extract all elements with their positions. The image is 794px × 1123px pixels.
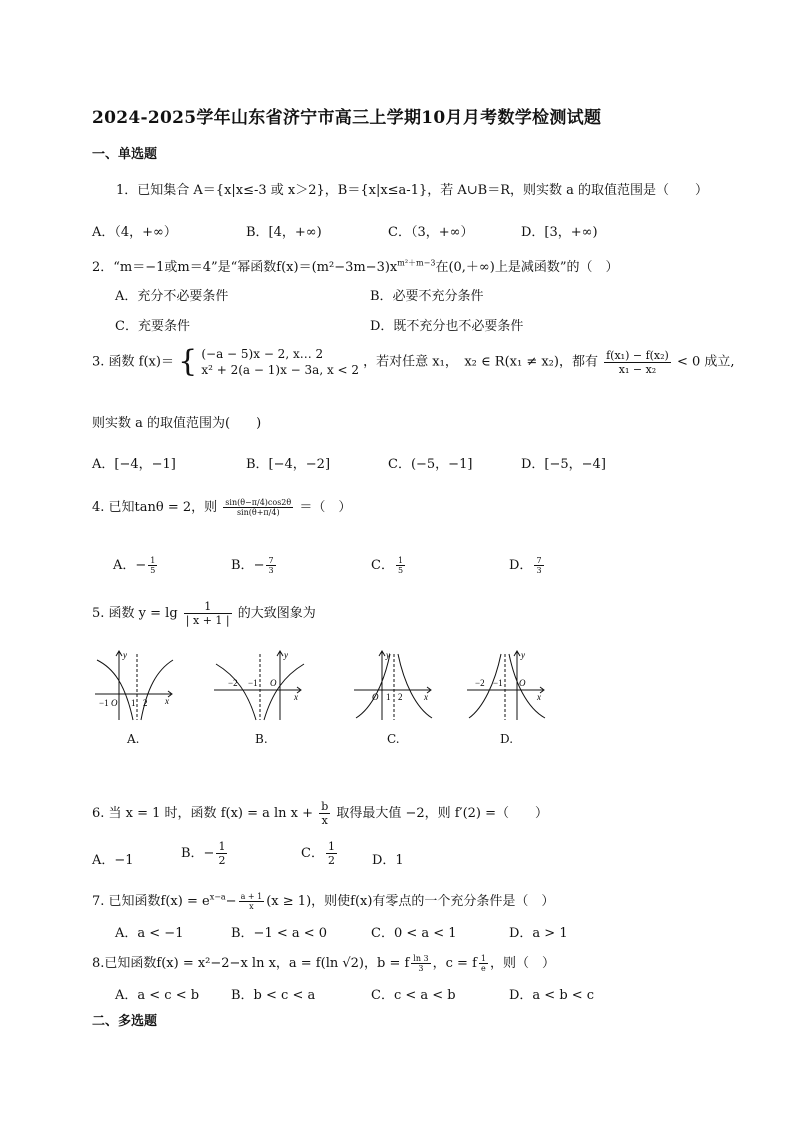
question-6-text (92, 800, 548, 827)
graph-b-axis-y-label: y (284, 650, 288, 660)
q1-option-d: D．[3，+∞) (521, 225, 598, 240)
q4-option-a-frac (148, 556, 157, 575)
q8-b-den: 3 (418, 964, 424, 973)
graph-c (352, 648, 437, 723)
q6-option-b-num: 1 (218, 840, 226, 853)
q3-mid: ，若对任意 x₁， x₂ ∈ R(x₁ ≠ x₂)，都有 (363, 354, 598, 370)
graph-a-tick-3: 2 (143, 698, 148, 708)
q8-b-num: ln 3 (413, 954, 429, 963)
q6-option-b-den: 2 (218, 854, 226, 867)
graph-c-tick-1: 1 (386, 692, 391, 702)
q4-option-b-label: B． (231, 558, 254, 573)
graph-a (93, 648, 183, 723)
q6-frac-num: b (321, 800, 329, 813)
graph-d-axis-y-label: y (521, 650, 525, 660)
graph-a-tick-2: 1 (131, 698, 136, 708)
graph-d-tick-0: −2 (475, 678, 485, 688)
q6-tail: 取得最大值 −2，则 f′(2) =（ ） (336, 806, 549, 821)
q4-option-a (113, 554, 159, 575)
q8-option-b: B．b < c < a (231, 988, 316, 1003)
q6-fraction (319, 800, 330, 827)
q6-lead: 6. 当 x = 1 时，函数 f(x) = a ln x + (92, 806, 314, 821)
q8-c-den: e (481, 964, 486, 973)
q6-option-c-den: 2 (327, 854, 335, 867)
q8-c-fraction (479, 954, 488, 973)
q4-option-c-label: C． (371, 558, 394, 573)
q7-option-c: C．0 < a < 1 (371, 926, 457, 941)
question-5-text (92, 600, 316, 627)
q4-option-a-label: A． (113, 558, 136, 573)
q7-frac-num: a + 1 (240, 892, 263, 901)
graph-b-tick-0: −2 (228, 678, 238, 688)
section-heading-single: 一、单选题 (92, 147, 158, 162)
q3-option-b: B．[−4，−2] (246, 457, 331, 472)
q2-option-d: D．既不充分也不必要条件 (370, 319, 524, 334)
question-8-text (92, 952, 555, 973)
graph-c-tick-2: 2 (398, 692, 403, 702)
q7-frac-den: x (249, 902, 254, 911)
q2-option-c: C．充要条件 (115, 319, 190, 334)
q4-option-b-frac (266, 556, 275, 575)
graph-d-tick-2: O (519, 678, 526, 688)
q3-option-c: C．(−5，−1] (388, 457, 473, 472)
q5-tail: 的大致图象为 (237, 606, 316, 621)
q4-option-c (371, 554, 407, 575)
q8-lead: 8.已知函数f(x) = x²−2−x ln x，a = f(ln √2)，b = f (92, 956, 410, 971)
q7-option-b: B．−1 < a < 0 (231, 926, 328, 941)
q4-frac-den: sin(θ+π/4) (236, 508, 280, 517)
graph-a-axis-y-label: y (123, 650, 127, 660)
graph-c-curve-right (398, 654, 432, 718)
q6-option-b-frac (216, 840, 227, 867)
graph-d (465, 648, 550, 723)
q1-option-a: A．（4，+∞） (92, 225, 177, 240)
q4-option-d-num: 7 (536, 556, 542, 565)
q4-option-d-label: D． (509, 558, 533, 573)
q3-piece-1: (−a − 5)x − 2, x… 2 (201, 347, 324, 361)
question-3-line2: 则实数 a 的取值范围为( ) (92, 416, 262, 431)
graph-b-tick-1: −1 (248, 678, 258, 688)
q7-option-d: D．a > 1 (509, 926, 568, 941)
q4-option-b (231, 554, 278, 575)
q3-lead: 3. 函数 f(x)＝ (92, 354, 174, 370)
brace-icon: { (178, 344, 198, 379)
q6-option-c-frac (326, 840, 337, 867)
q7-exponent: x−a (209, 892, 226, 902)
q4-option-a-sign: − (135, 558, 147, 573)
graph-d-label: D. (500, 732, 514, 746)
q4-option-d-den: 3 (536, 566, 542, 575)
q4-option-d-frac (534, 556, 543, 575)
q3-fraction (604, 349, 671, 376)
graph-a-label: A. (127, 732, 140, 746)
graph-b-axis-x-label: x (294, 692, 298, 702)
q2-exponent: m²＋m−3 (397, 258, 436, 268)
q3-tail: < 0 成立, (676, 354, 735, 370)
graph-c-curve-left (356, 654, 390, 718)
graph-a-curve-right (141, 660, 173, 720)
q8-option-c: C．c < a < b (371, 988, 456, 1003)
q7-lead: 7. 已知函数f(x) = e (92, 894, 210, 909)
graph-a-curve-left (97, 660, 133, 720)
q2-text-a: 2．“m＝−1或m＝4”是“幂函数f(x)＝(m²−3m−3)x (92, 260, 398, 275)
q5-fraction (184, 600, 232, 627)
q6-frac-den: x (321, 814, 328, 827)
graph-b (212, 648, 307, 723)
graph-c-axis-y-label: y (386, 650, 390, 660)
graph-c-axis-x-label: x (424, 692, 428, 702)
q7-option-a: A．a < −1 (115, 926, 184, 941)
q6-option-d: D．1 (372, 853, 404, 868)
q4-option-b-den: 3 (268, 566, 274, 575)
q3-option-a: A．[−4，−1] (92, 457, 176, 472)
q3-frac-den: x₁ − x₂ (618, 362, 657, 376)
q3-piecewise (201, 346, 359, 378)
q4-option-a-den: 5 (150, 566, 156, 575)
q6-option-b (181, 840, 229, 867)
graph-d-curve-right (509, 654, 545, 718)
q4-option-b-sign: − (253, 558, 265, 573)
q1-option-c: C．（3，+∞） (388, 225, 474, 240)
question-3-text (92, 346, 735, 378)
q4-option-c-frac (396, 556, 405, 575)
q3-option-d: D．[−5，−4] (521, 457, 606, 472)
graph-d-axis-x-label: x (537, 692, 541, 702)
graph-c-tick-0: O (372, 692, 379, 702)
graph-b-curve-left (216, 664, 256, 720)
q7-tail: (x ≥ 1)，则使f(x)有零点的一个充分条件是（ ） (266, 894, 555, 909)
section-heading-multi: 二、多选题 (92, 1014, 158, 1029)
q6-option-b-label: B．− (181, 846, 215, 861)
q2-option-b: B．必要不充分条件 (370, 289, 484, 304)
graph-c-label: C. (387, 732, 400, 746)
q2-option-a: A．充分不必要条件 (115, 289, 229, 304)
q4-option-b-num: 7 (268, 556, 274, 565)
graph-a-tick-0: −1 (99, 698, 109, 708)
question-4-text (92, 496, 351, 517)
q5-lead: 5. 函数 y = lg (92, 606, 178, 621)
q6-option-c (301, 840, 339, 867)
q8-c-num: 1 (480, 954, 486, 963)
q8-option-a: A．a < c < b (115, 988, 200, 1003)
q6-option-c-num: 1 (327, 840, 335, 853)
question-7-text (92, 890, 554, 911)
graph-b-label: B. (255, 732, 268, 746)
graph-a-axis-x-label: x (165, 696, 169, 706)
q7-fraction (239, 892, 265, 911)
question-1-text: 1．已知集合 A＝{x|x≤-3 或 x＞2}，B＝{x|x≤a-1}，若 A∪B＝R，则实数 a 的取值范围是（ ） (116, 183, 709, 198)
q1-option-b: B．[4，+∞) (246, 225, 322, 240)
q4-tail: ＝（ ） (299, 500, 352, 515)
q4-option-d (509, 554, 546, 575)
q3-frac-num: f(x₁) − f(x₂) (606, 348, 669, 362)
q4-lead: 4. 已知tanθ = 2，则 (92, 500, 218, 515)
q6-option-c-label: C． (301, 846, 324, 861)
page-title: 2024-2025学年山东省济宁市高三上学期10月月考数学检测试题 (92, 108, 602, 128)
q4-option-c-den: 5 (397, 566, 404, 575)
graph-b-tick-2: O (270, 678, 277, 688)
q4-option-c-num: 1 (397, 556, 404, 565)
q3-piece-2: x² + 2(a − 1)x − 3a, x < 2 (201, 363, 360, 377)
q5-frac-num: 1 (184, 600, 232, 614)
q8-b-fraction (411, 954, 430, 973)
q2-text-b: 在(0,＋∞)上是减函数”的（ ） (435, 260, 619, 275)
q4-option-a-num: 1 (150, 556, 156, 565)
question-2-text (92, 256, 618, 275)
q4-fraction (223, 498, 293, 517)
graph-a-tick-1: O (111, 698, 118, 708)
q8-c-text: ，c = f (432, 956, 477, 971)
q6-option-a: A．−1 (92, 853, 134, 868)
q8-option-d: D．a < b < c (509, 988, 595, 1003)
q5-frac-den: | x + 1 | (185, 614, 230, 627)
q4-frac-num: sin(θ−π/4)cos2θ (225, 498, 292, 507)
q8-tail: ，则（ ） (489, 956, 555, 971)
graph-d-tick-1: −1 (493, 678, 503, 688)
q7-minus: − (225, 894, 237, 909)
